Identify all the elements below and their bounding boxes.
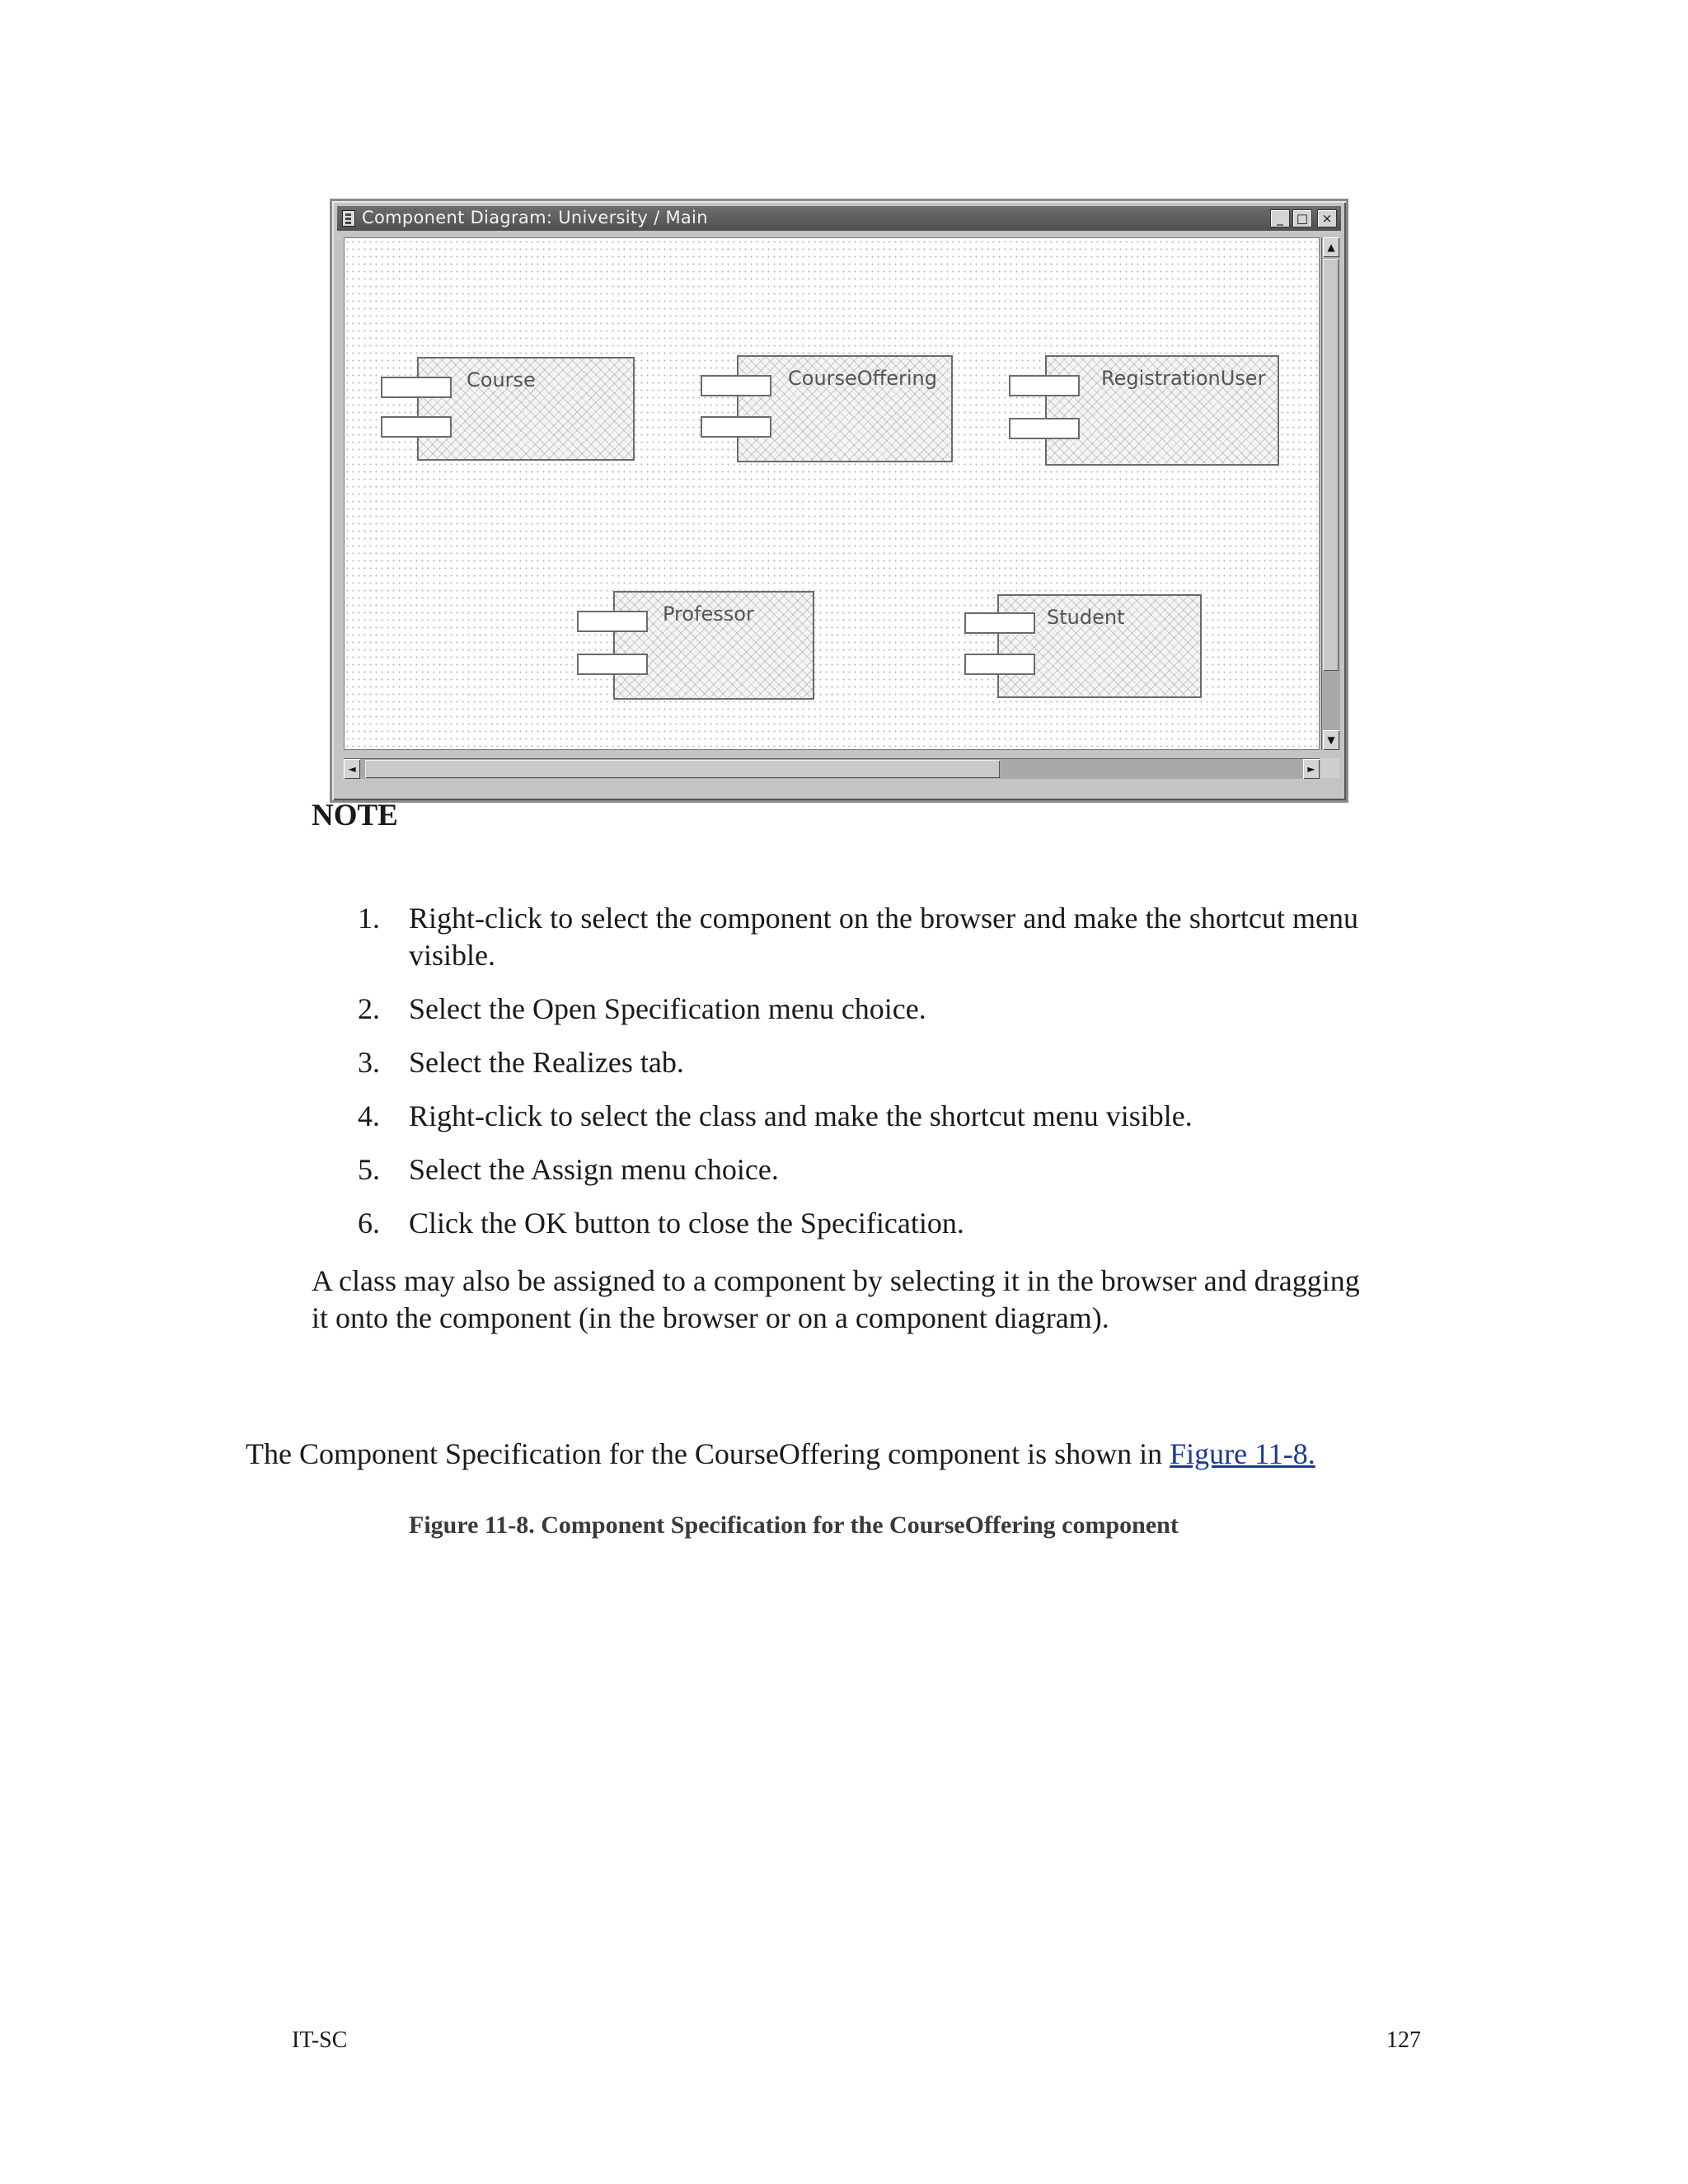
scroll-left-icon[interactable]: ◄ (344, 759, 360, 779)
component-port-icon (964, 654, 1035, 675)
step-number: 6. (358, 1207, 380, 1240)
note-paragraph: A class may also be assigned to a component by selecting it in the browser and dragging it onto the component (in the browser or on a component diagram). (312, 1264, 1360, 1334)
component-port-icon (964, 612, 1035, 634)
window-title: Component Diagram: University / Main (362, 208, 708, 227)
figure-link[interactable]: Figure 11-8. (1170, 1437, 1315, 1470)
component-port-icon (1009, 375, 1080, 396)
component-port-icon (701, 416, 771, 438)
step-text: Click the OK button to close the Specification. (409, 1207, 964, 1240)
horizontal-scrollbar[interactable] (344, 758, 1320, 779)
list-item (354, 900, 1358, 974)
vertical-scrollbar[interactable] (1321, 237, 1340, 750)
component-student[interactable] (997, 594, 1202, 698)
vertical-scroll-thumb[interactable] (1323, 259, 1339, 671)
scroll-up-icon[interactable]: ▲ (1323, 237, 1339, 257)
component-label: Course (467, 368, 536, 391)
maximize-button[interactable]: □ (1292, 209, 1312, 227)
step-number: 1. (358, 902, 380, 935)
diagram-window-icon[interactable] (342, 210, 355, 227)
component-label: RegistrationUser (1101, 367, 1266, 390)
close-button[interactable]: × (1317, 209, 1337, 227)
body-paragraph (246, 1436, 1315, 1473)
component-professor[interactable] (613, 591, 814, 700)
component-port-icon (381, 416, 452, 438)
list-item (354, 1044, 1358, 1081)
steps-list (354, 900, 1358, 1258)
component-port-icon (577, 611, 648, 632)
list-item (354, 991, 1358, 1028)
component-diagram-window (330, 199, 1348, 803)
step-text: Right-click to select the component on the browser and make the shortcut menu visible. (409, 902, 1358, 972)
step-text: Select the Realizes tab. (409, 1046, 684, 1079)
component-port-icon (381, 377, 452, 398)
diagram-canvas[interactable] (344, 237, 1320, 750)
figure-caption: Figure 11-8. Component Specification for the CourseOffering component (409, 1511, 1179, 1539)
list-item (354, 1098, 1358, 1135)
scroll-right-icon[interactable]: ► (1303, 759, 1320, 779)
scroll-down-icon[interactable]: ▼ (1323, 730, 1339, 750)
step-number: 2. (358, 992, 380, 1025)
step-text: Select the Open Specification menu choice. (409, 992, 926, 1025)
horizontal-scroll-thumb[interactable] (365, 760, 1000, 778)
step-number: 3. (358, 1046, 380, 1079)
component-port-icon (1009, 418, 1080, 439)
component-courseoffering[interactable] (737, 355, 953, 462)
step-text: Select the Assign menu choice. (409, 1153, 779, 1186)
list-item (354, 1151, 1358, 1188)
note-heading: NOTE (312, 799, 398, 832)
component-registrationuser[interactable] (1045, 355, 1279, 466)
window-titlebar[interactable] (337, 206, 1341, 231)
component-port-icon (577, 654, 648, 675)
component-port-icon (701, 375, 771, 396)
step-number: 4. (358, 1099, 380, 1132)
resize-grip-icon[interactable] (1321, 758, 1339, 778)
step-text: Right-click to select the class and make the shortcut menu visible. (409, 1099, 1193, 1132)
component-label: Professor (663, 602, 754, 626)
list-item (354, 1205, 1358, 1242)
body-text: The Component Specification for the CourseOffering component is shown in (246, 1437, 1163, 1470)
component-label: CourseOffering (788, 367, 937, 390)
page-number: 127 (1386, 2027, 1421, 2053)
component-course[interactable] (417, 357, 635, 461)
step-number: 5. (358, 1153, 380, 1186)
minimize-button[interactable]: _ (1270, 209, 1290, 227)
component-label: Student (1047, 606, 1125, 629)
footer-label: IT-SC (292, 2027, 348, 2053)
